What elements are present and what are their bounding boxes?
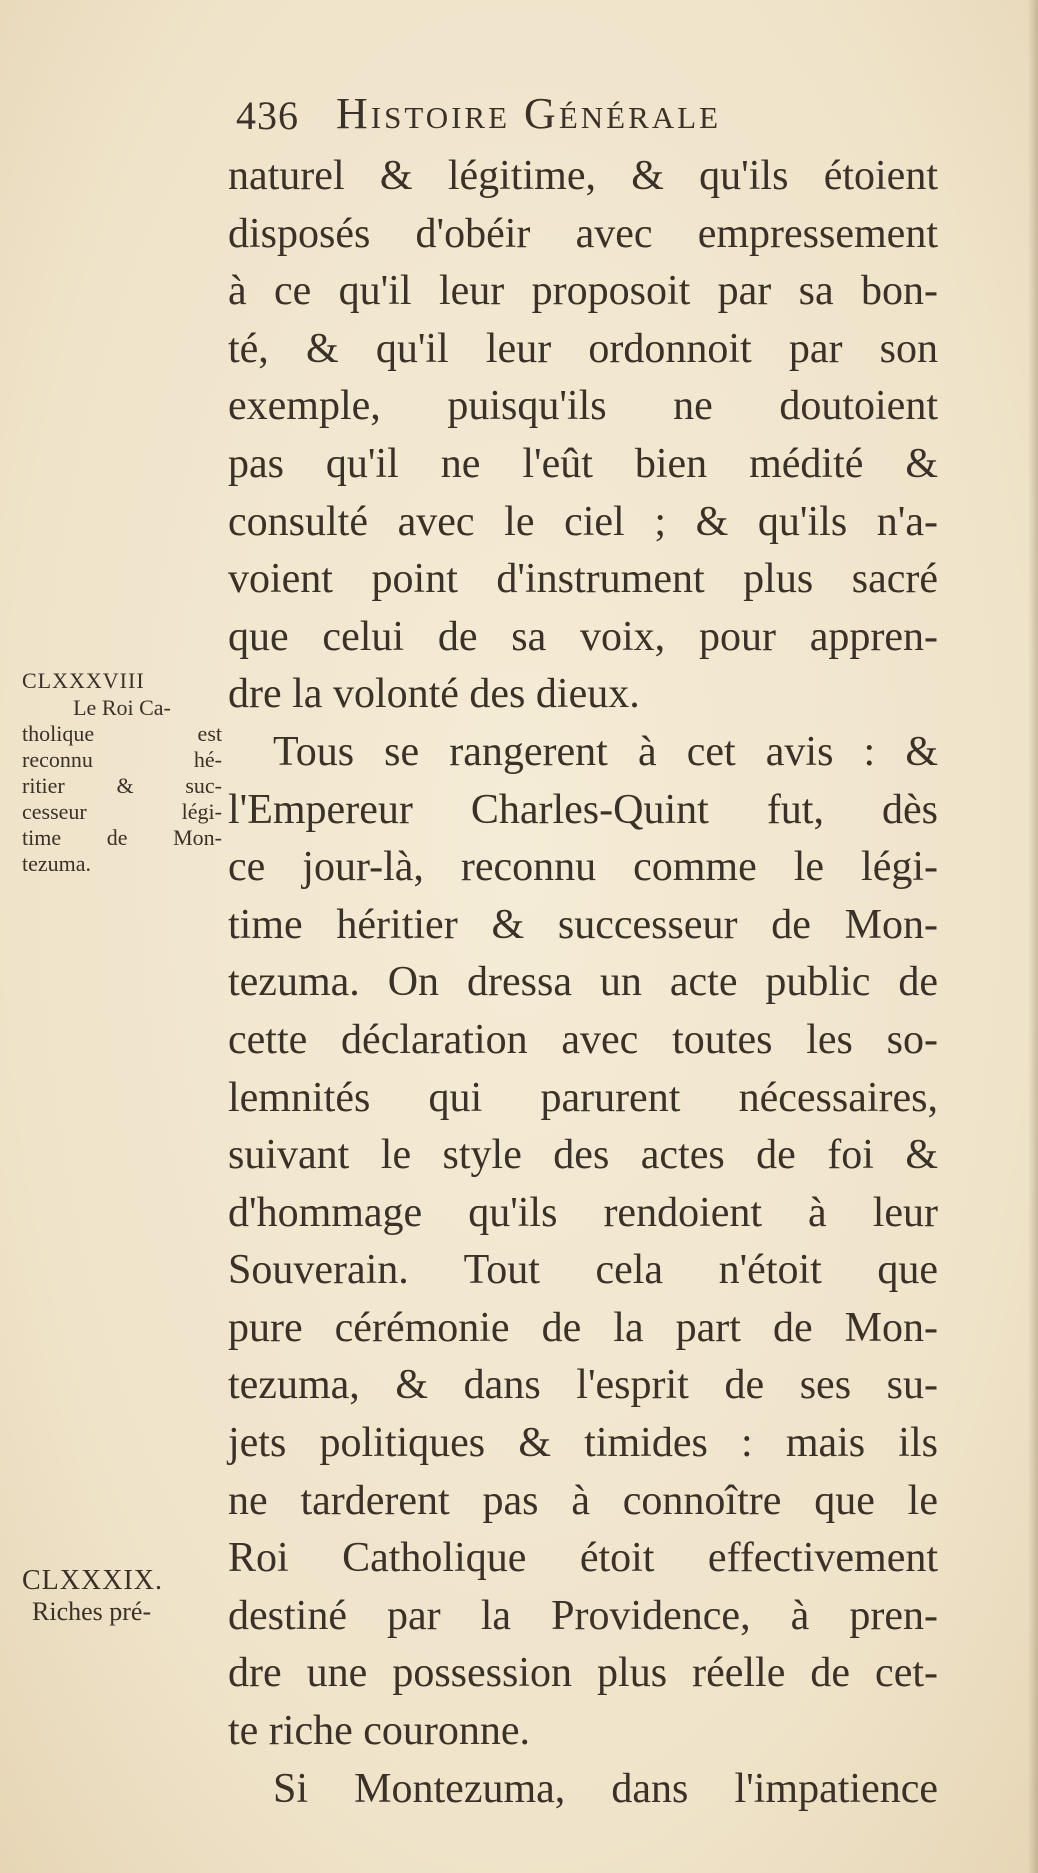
text-line: Tous se rangerent à cet avis : & (273, 728, 938, 775)
text-line: jets politiques & timides : mais ils (228, 1420, 938, 1467)
margin-note-number: CLXXXIX. (22, 1565, 163, 1596)
page-number: 436 (236, 93, 299, 138)
text-line: exemple, puisqu'ils ne doutoient (228, 383, 938, 430)
text-line: suivant le style des actes de foi & (228, 1132, 938, 1179)
text-line: time héritier & successeur de Mon- (228, 901, 938, 948)
text-line: tezuma, & dans l'esprit de ses su- (228, 1362, 938, 1409)
text-line: lemnités qui parurent nécessaires, (228, 1074, 938, 1121)
margin-note-line: time de Mon- (22, 825, 222, 850)
text-line: consulté avec le ciel ; & qu'ils n'a- (228, 498, 938, 545)
text-line: Si Montezuma, dans l'impatience (273, 1765, 938, 1812)
text-line: ne tarderent pas à connoître que le (228, 1477, 938, 1524)
body-text (228, 148, 938, 1818)
text-line: tezuma. On dressa un acte public de (228, 959, 938, 1006)
text-line: dre une possession plus réelle de cet- (228, 1650, 938, 1697)
text-line: d'hommage qu'ils rendoient à leur (228, 1189, 938, 1236)
margin-note-line: Riches pré- (32, 1597, 152, 1626)
text-line: Roi Catholique étoit effectivement (228, 1535, 938, 1582)
running-head: Histoire Générale (336, 89, 722, 138)
margin-note-line: reconnu hé- (22, 747, 222, 772)
text-line: naturel & légitime, & qu'ils étoient (228, 153, 938, 199)
text-line: à ce qu'il leur proposoit par sa bon- (228, 268, 938, 315)
page-header (236, 88, 936, 148)
text-line: Souverain. Tout cela n'étoit que (228, 1247, 938, 1294)
text-line: voient point d'instrument plus sacré (228, 556, 938, 603)
text-line: pas qu'il ne l'eût bien médité & (228, 440, 938, 487)
margin-note-line: ritier & suc- (22, 773, 222, 798)
margin-note-188 (22, 667, 222, 877)
text-line: te riche couronne. (228, 1708, 531, 1755)
text-line: l'Empereur Charles-Quint fut, dès (228, 786, 938, 833)
margin-note-line: tezuma. (22, 851, 92, 876)
text-line: disposés d'obéir avec empressement (228, 210, 938, 257)
text-line: dre la volonté des dieux. (228, 671, 640, 718)
text-line: cette déclaration avec toutes les so- (228, 1016, 938, 1063)
margin-note-line: cesseur légi- (22, 799, 222, 824)
text-line: ce jour-là, reconnu comme le légi- (228, 844, 938, 891)
margin-note-line: Le Roi Ca- (73, 695, 171, 720)
margin-note-number: CLXXXVIII (22, 668, 145, 693)
text-line: pure cérémonie de la part de Mon- (228, 1304, 938, 1351)
text-line: té, & qu'il leur ordonnoit par son (228, 325, 938, 372)
text-line: que celui de sa voix, pour appren- (228, 613, 938, 660)
margin-note-189 (22, 1565, 222, 1627)
page-edge-shadow (1028, 0, 1038, 1873)
text-line: destiné par la Providence, à pren- (228, 1592, 938, 1639)
margin-note-line: tholique est (22, 721, 222, 746)
